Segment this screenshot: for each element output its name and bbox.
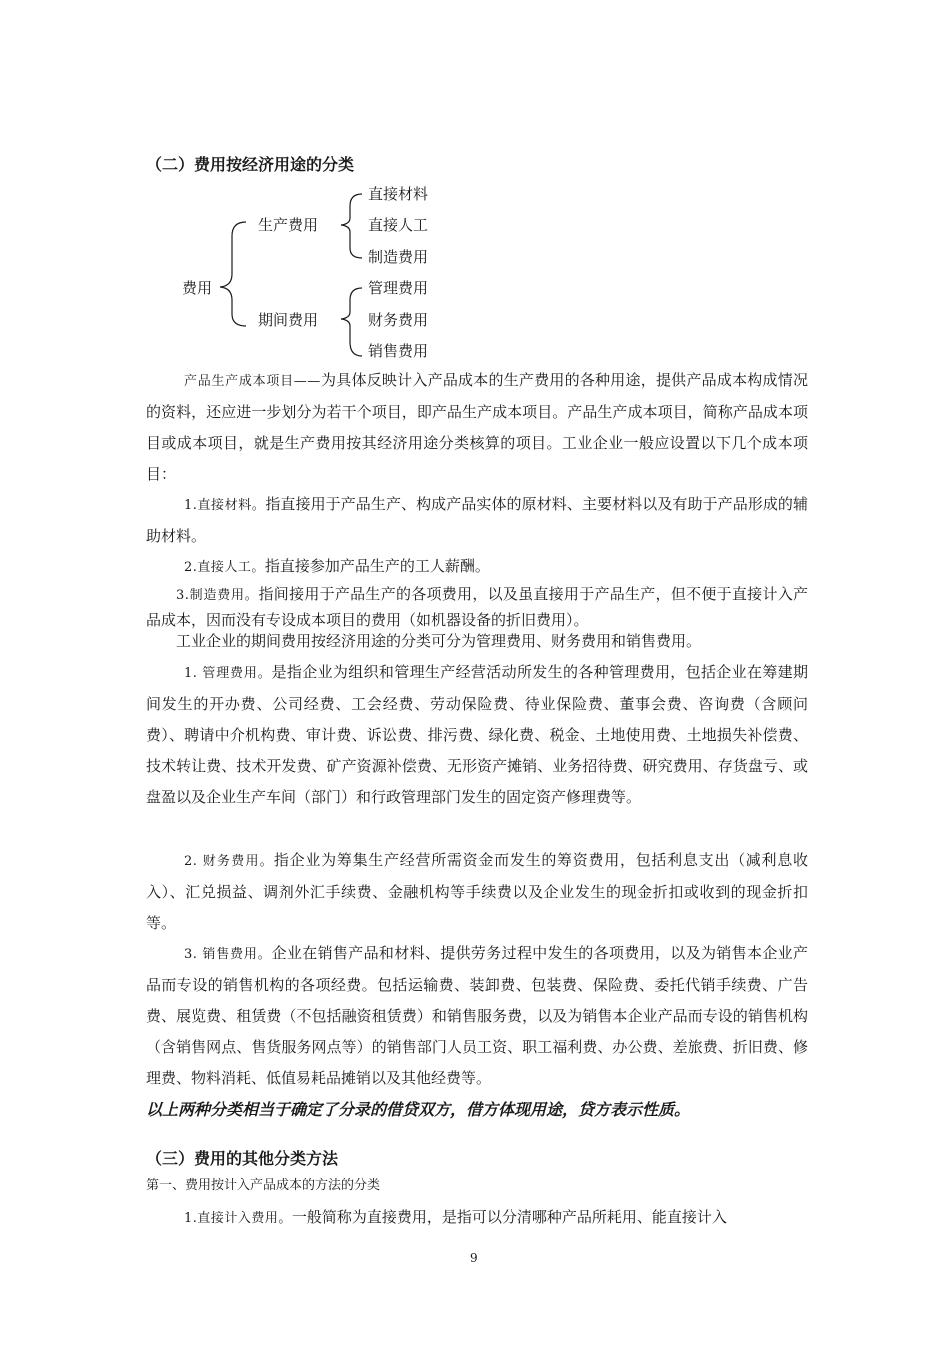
page-number: 9 — [470, 1251, 478, 1265]
cost-item-paragraph — [146, 489, 808, 552]
big-brace — [220, 222, 246, 326]
term-label: 3. 销售费用。 — [184, 947, 272, 962]
tree-leaf-label: 销售费用 — [368, 342, 429, 360]
paragraph-text: 指直接用于产品生产、构成产品实体的原材料、主要材料以及有助于产品形成的辅助材料。 — [146, 495, 808, 545]
section-heading: （三）费用的其他分类方法 — [146, 1149, 339, 1168]
tree-leaf-label: 财务费用 — [368, 311, 429, 329]
term-label: 3.制造费用。 — [176, 588, 259, 603]
last-item-paragraph — [146, 1202, 808, 1234]
paragraph-text: 指企业为筹集生产经营所需资金而发生的筹资费用，包括利息支出（减利息收入）、汇兑损益、调剂外汇手续费、金融机构等手续费以及企业发生的现金折扣或收到的现金折扣等。 — [146, 851, 808, 932]
term-label: 2.直接人工。 — [184, 560, 265, 575]
cost-item-paragraph — [146, 551, 808, 583]
term-label: 1. 管理费用。 — [184, 666, 272, 681]
cost-item-paragraph — [146, 582, 808, 632]
paragraph-text: 为具体反映计入产品成本的生产费用的各种用途，提供产品成本构成情况的资料，还应进一步划分为若干个项目，即产品生产成本项目。产品生产成本项目，简称产品成本项目或成本项目，就是生产费用按其经济用途分类核算的项目。工业企业一般应设置以下几个成本项目： — [146, 371, 808, 483]
period-item-paragraph — [146, 938, 808, 1094]
brace-lines — [0, 0, 952, 400]
tree-branch-label: 生产费用 — [258, 216, 319, 234]
tree-branch-label: 期间费用 — [258, 311, 319, 329]
lower-brace — [341, 288, 362, 356]
tree-root-label: 费用 — [182, 279, 213, 297]
tree-leaf-label: 直接人工 — [368, 216, 429, 234]
tree-leaf-label: 直接材料 — [368, 185, 429, 203]
upper-brace — [341, 194, 362, 258]
term-label: 1.直接材料。 — [184, 498, 266, 513]
paragraph-text: 一般简称为直接费用，是指可以分清哪种产品所耗用、能直接计入 — [291, 1208, 727, 1226]
term-label: 1.直接计入费用。 — [184, 1211, 292, 1226]
tree-leaf-label: 管理费用 — [368, 279, 429, 297]
period-item-paragraph — [146, 845, 808, 939]
term-label: 产品生产成本项目—— — [184, 374, 321, 389]
paragraph-text: 企业在销售产品和材料、提供劳务过程中发生的各项费用，以及为销售本企业产品而专设的销售机构的各项经费。包括运输费、装卸费、包装费、保险费、委托代销手续费、广告费、展览费、租赁费（不包括融资租赁费）和销售服务费，以及为销售本企业产品而专设的销售机构（含销售网点、售货服务网点等）的销售部门人员工资、职工福利费、办公费、差旅费、折旧费、修理费、物料消耗、低值易耗品摊销以及其他经费等。 — [146, 944, 808, 1087]
section-heading: （二）费用按经济用途的分类 — [146, 155, 355, 174]
term-label: 2. 财务费用。 — [184, 854, 274, 869]
paragraph-text: 指直接参加产品生产的工人薪酬。 — [264, 557, 490, 575]
emphasis-note: 以上两种分类相当于确定了分录的借贷双方，借方体现用途，贷方表示性质。 — [146, 1100, 691, 1119]
period-item-paragraph — [146, 657, 808, 813]
sub-heading: 第一、费用按计入产品成本的方法的分类 — [146, 1178, 381, 1193]
paragraph-text: 指间接用于产品生产的各项费用，以及虽直接用于产品生产，但不便于直接计入产品成本，因而没有专设成本项目的费用（如机器设备的折旧费用）。 — [146, 585, 808, 629]
period-intro-paragraph: 工业企业的期间费用按经济用途的分类可分为管理费用、财务费用和销售费用。 — [176, 632, 702, 650]
paragraph-text: 是指企业为组织和管理生产经营活动所发生的各种管理费用，包括企业在筹建期间发生的开办费、公司经费、工会经费、劳动保险费、待业保险费、董事会费、咨询费（含顾问费）、聘请中介机构费、审计费、诉讼费、排污费、绿化费、税金、土地使用费、土地损失补偿费、技术转让费、技术开发费、矿产资源补偿费、无形资产摊销、业务招待费、研究费用、存货盘亏、或盘盈以及企业生产车间（部门）和行政管理部门发生的固定资产修理费等。 — [146, 663, 808, 806]
intro-paragraph — [146, 365, 808, 490]
tree-leaf-label: 制造费用 — [368, 248, 429, 266]
